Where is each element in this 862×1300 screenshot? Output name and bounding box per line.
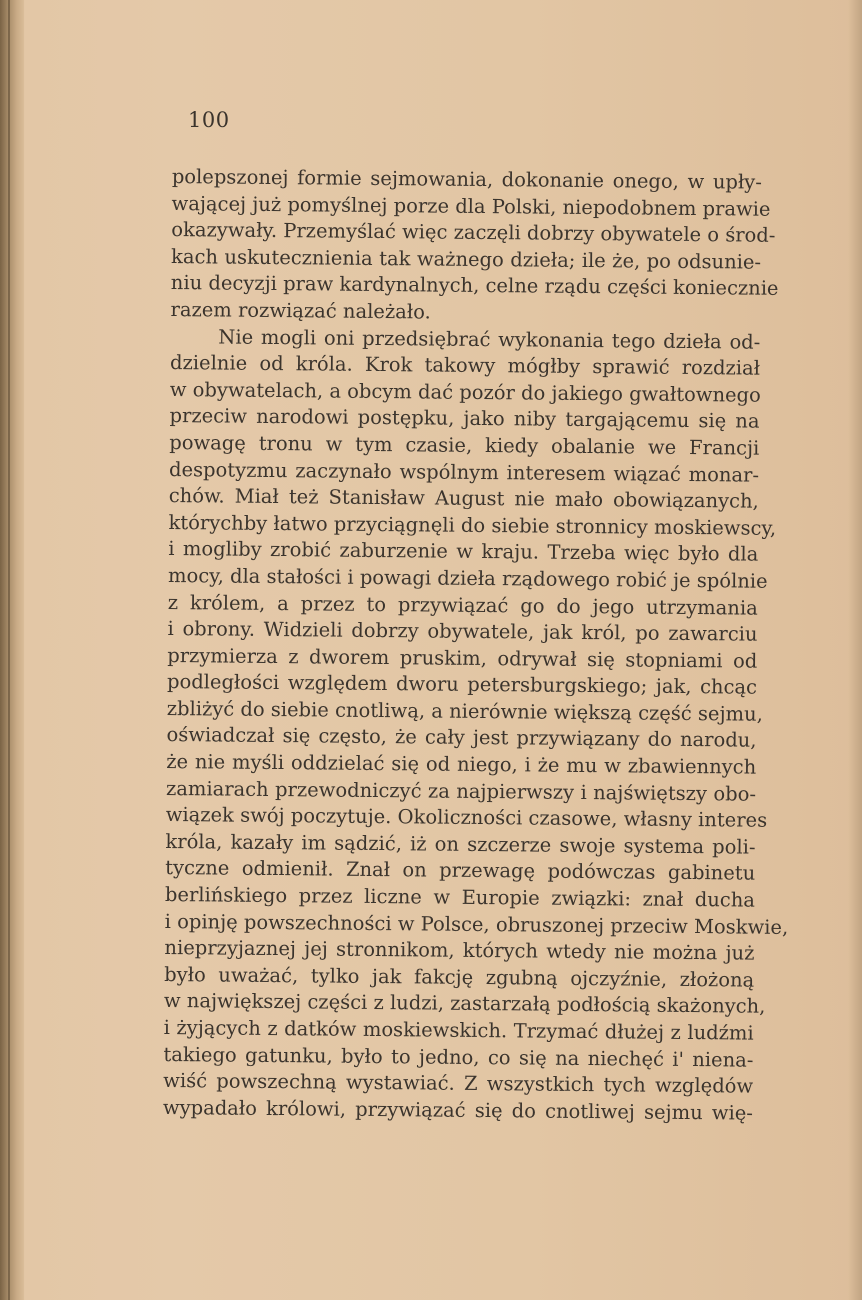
text-line: wającej już pomyślnej porze dla Polski, niepodobnem prawie xyxy=(171,191,771,221)
text-line: wiązek swój poczytuje. Okoliczności czasowe, własny interes xyxy=(165,803,768,832)
text-line: dzielnie od króla. Krok takowy mógłby sprawić rozdział xyxy=(169,351,761,380)
text-line: i opinję powszechności w Polsce, obruszonej przeciw Moskwie, xyxy=(164,909,789,939)
text-line: niu decyzji praw kardynalnych, celne rządu części koniecznie xyxy=(170,271,779,301)
text-line: przymierza z dworem pruskim, odrywał się stopniami od xyxy=(167,643,758,673)
text-line: despotyzmu zaczynało wspólnym interesem wiązać monar- xyxy=(168,457,760,487)
text-line: oświadczał się często, że cały jest przywiązany do narodu, xyxy=(166,723,757,753)
text-line: w największej części z ludzi, zastarzałą podłością skażonych, xyxy=(163,989,766,1019)
text-line: przeciw narodowi postępku, jako niby targającemu się na xyxy=(169,404,760,433)
text-line: powagę tronu w tym czasie, kiedy obalanie we Francji xyxy=(169,430,760,460)
text-line: i żyjących z datków moskiewskich. Trzymać dłużej z ludźmi xyxy=(163,1015,754,1045)
text-line: zamiarach przewodniczyć za najpierwszy i najświętszy obo- xyxy=(165,776,757,806)
spine-fold-line xyxy=(8,0,10,1300)
book-spine xyxy=(0,0,24,1300)
text-line: mocy, dla stałości i powagi dzieła rządowego robić je spólnie xyxy=(167,563,768,593)
text-line: chów. Miał też Stanisław August nie mało obowiązanych, xyxy=(168,484,759,513)
text-line: że nie myśli oddzielać się od niego, i że mu w zbawiennych xyxy=(166,750,757,779)
text-line: króla, kazały im sądzić, iż on szczerze swoje systema poli- xyxy=(165,829,756,859)
page-right-edge xyxy=(848,0,862,1300)
text-line: takiego gatunku, było to jedno, co się na niechęć i' niena- xyxy=(163,1042,754,1072)
text-line: berlińskiego przez liczne w Europie związki: znał ducha xyxy=(164,882,756,912)
page-number: 100 xyxy=(188,108,230,132)
text-line: wypadało królowi, przywiązać się do cnotliwej sejmu wię- xyxy=(162,1095,754,1125)
paragraph-start-line: Nie mogli oni przedsiębrać wykonania tego dzieła od- xyxy=(218,325,761,354)
text-line: nieprzyjaznej jej stronnikom, których wtedy nie można już xyxy=(164,936,755,965)
text-line: tyczne odmienił. Znał on przewagę podówczas gabinetu xyxy=(165,856,756,886)
text-line: z królem, a przez to przywiązać go do jego utrzymania xyxy=(167,590,758,620)
body-text xyxy=(162,164,789,1127)
text-line: było uważać, tylko jak fakcję zgubną ojczyźnie, złożoną xyxy=(164,962,755,992)
text-line: polepszonej formie sejmowania, dokonanie onego, w upły- xyxy=(171,164,762,194)
text-line: podległości względem dworu petersburgskiego; jak, chcąc xyxy=(166,670,758,699)
text-line: którychby łatwo przyciągnęli do siebie stronnicy moskiewscy, xyxy=(168,510,777,540)
text-line: okazywały. Przemyślać więc zaczęli dobrzy obywatele o środ- xyxy=(171,218,776,247)
text-line: i obrony. Widzieli dobrzy obywatele, jak król, po zawarciu xyxy=(167,617,758,646)
text-line: kach uskutecznienia tak ważnego dzieła; ile że, po odsunie- xyxy=(171,244,762,274)
text-line: zbliżyć do siebie cnotliwą, a nierównie większą część sejmu, xyxy=(166,696,763,726)
text-line: w obywatelach, a obcym dać pozór do jakiego gwałtownego xyxy=(169,377,761,407)
text-line: wiść powszechną wystawiać. Z wszystkich tych względów xyxy=(163,1069,754,1098)
text-line: i mogliby zrobić zaburzenie w kraju. Trzeba więc było dla xyxy=(168,537,759,566)
text-line: razem rozwiązać należało. xyxy=(170,297,431,324)
